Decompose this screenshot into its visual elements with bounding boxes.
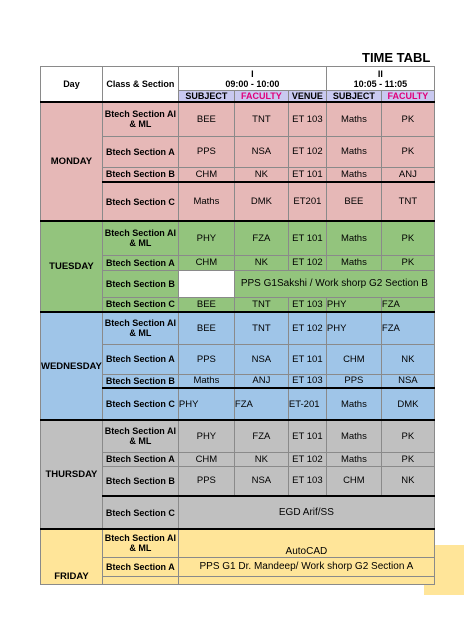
faculty-cell: NK [234,452,288,466]
faculty-cell: PK [381,102,434,136]
subject-cell: CHM [326,344,381,374]
subject-cell: BEE [326,182,381,221]
venue-cell: ET 101 [288,221,326,255]
subject-cell: BEE [178,312,234,344]
faculty-cell: ANJ [381,167,434,182]
section-label: Btech Section AI & ML [102,221,178,255]
section-label: Btech Section AI & ML [102,102,178,136]
venue-cell: ET 103 [288,466,326,496]
header-subject-1: SUBJECT [178,91,234,103]
section-label: Btech Section B [102,167,178,182]
faculty-cell: NSA [234,136,288,167]
day-monday: MONDAY [41,102,103,221]
section-label: Btech Section AI & ML [102,312,178,344]
faculty-cell: FZA [234,388,288,420]
day-thursday: THURSDAY [41,420,103,529]
header-subject-2: SUBJECT [326,91,381,103]
subject-cell: Maths [326,221,381,255]
merged-session-cell: PPS G1 Dr. Mandeep/ Work shorp G2 Section A [178,557,434,576]
faculty-cell: NSA [234,466,288,496]
header-faculty-2: FACULTY [381,91,434,103]
subject-cell: CHM [178,167,234,182]
section-label: Btech Section C [102,297,178,312]
day-wednesday: WEDNESDAY [41,312,103,420]
faculty-cell: NK [381,466,434,496]
venue-cell: ET 102 [288,312,326,344]
faculty-cell: FZA [381,312,434,344]
subject-cell: PHY [326,297,381,312]
header-day: Day [41,67,103,103]
header-class-section: Class & Section [102,67,178,103]
faculty-cell: PK [381,221,434,255]
faculty-cell: PK [381,420,434,452]
subject-cell: PHY [178,388,234,420]
subject-cell: BEE [178,102,234,136]
faculty-cell: PK [381,452,434,466]
faculty-cell: DMK [381,388,434,420]
subject-cell: Maths [178,374,234,388]
section-label: Btech Section A [102,344,178,374]
header-period-2 [326,67,434,91]
faculty-cell: TNT [381,182,434,221]
timetable [40,66,435,585]
venue-cell: ET 103 [288,102,326,136]
period-2-numeral: II [377,68,383,79]
venue-cell: ET 101 [288,420,326,452]
merged-session-cell: EGD Arif/SS [178,496,434,529]
subject-cell: Maths [326,102,381,136]
header-faculty-1: FACULTY [234,91,288,103]
faculty-cell: PK [381,255,434,270]
faculty-cell: ANJ [234,374,288,388]
subject-cell: PPS [178,344,234,374]
section-label: Btech Section C [102,388,178,420]
subject-cell: Maths [326,452,381,466]
page-title: TIME TABL [362,50,431,65]
merged-session-cell: PPS G1Sakshi / Work shorp G2 Section B [234,270,434,297]
faculty-cell: NK [381,344,434,374]
subject-cell: Maths [326,255,381,270]
venue-cell: ET 103 [288,374,326,388]
period-2-time: 10:05 - 11:05 [353,78,408,89]
faculty-cell: FZA [234,420,288,452]
header-period-1 [178,67,326,91]
faculty-cell: NSA [234,344,288,374]
subject-cell: CHM [178,255,234,270]
empty-cell [102,576,178,584]
faculty-cell: DMK [234,182,288,221]
subject-cell: Maths [326,136,381,167]
subject-cell: PHY [326,312,381,344]
subject-cell: Maths [326,420,381,452]
faculty-cell: NSA [381,374,434,388]
section-label: Btech Section A [102,452,178,466]
day-tuesday: TUESDAY [41,221,103,312]
empty-cell [178,576,434,584]
venue-cell: ET 102 [288,255,326,270]
empty-cell [178,270,234,297]
venue-cell: ET 102 [288,452,326,466]
section-label: Btech Section AI & ML [102,529,178,557]
period-1-time: 09:00 - 10:00 [225,78,280,89]
section-label: Btech Section C [102,496,178,529]
section-label: Btech Section B [102,466,178,496]
subject-cell: CHM [326,466,381,496]
subject-cell: PPS [178,466,234,496]
faculty-cell: NK [234,255,288,270]
faculty-cell: FZA [381,297,434,312]
header-venue-1: VENUE [288,91,326,103]
day-friday: FRIDAY [41,529,103,584]
section-label: Btech Section B [102,270,178,297]
period-1-numeral: I [251,68,254,79]
venue-cell: ET 101 [288,167,326,182]
subject-cell: Maths [326,388,381,420]
section-label: Btech Section A [102,136,178,167]
faculty-cell: TNT [234,297,288,312]
subject-cell: BEE [178,297,234,312]
faculty-cell: PK [381,136,434,167]
subject-cell: Maths [326,167,381,182]
subject-cell: PPS [178,136,234,167]
venue-cell: ET201 [288,182,326,221]
venue-cell: ET-201 [288,388,326,420]
subject-cell: PHY [178,221,234,255]
faculty-cell: TNT [234,102,288,136]
section-label: Btech Section A [102,557,178,576]
subject-cell: Maths [178,182,234,221]
subject-cell: CHM [178,452,234,466]
section-label: Btech Section C [102,182,178,221]
subject-cell: PPS [326,374,381,388]
faculty-cell: TNT [234,312,288,344]
subject-cell: PHY [178,420,234,452]
merged-session-cell: AutoCAD [178,529,434,557]
faculty-cell: NK [234,167,288,182]
section-label: Btech Section B [102,374,178,388]
section-label: Btech Section AI & ML [102,420,178,452]
venue-cell: ET 101 [288,344,326,374]
venue-cell: ET 103 [288,297,326,312]
section-label: Btech Section A [102,255,178,270]
faculty-cell: FZA [234,221,288,255]
venue-cell: ET 102 [288,136,326,167]
